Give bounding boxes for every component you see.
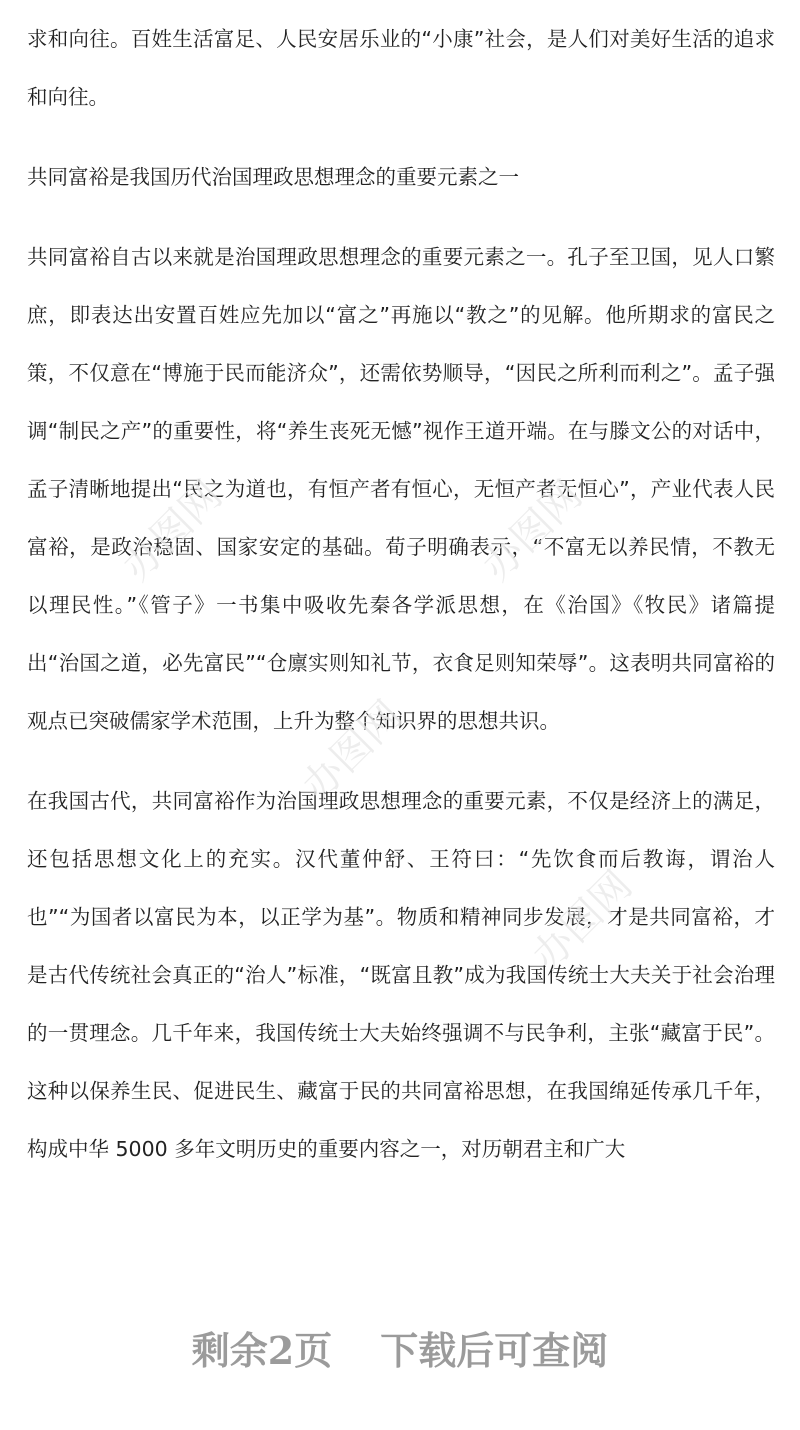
watermark-2: 办图网 bbox=[473, 472, 592, 590]
document-body bbox=[27, 10, 775, 1178]
paragraph-intro: 求和向往。百姓生活富足、人民安居乐业的“小康”社会，是人们对美好生活的追求和向往。 bbox=[27, 27, 775, 109]
paragraph-ancient: 在我国古代，共同富裕作为治国理政思想理念的重要元素，不仅是经济上的满足，还包括思想文化上的充实。汉代董仲舒、王符曰：“先饮食而后教诲，谓治人也”“为国者以富民为本，以正学为基”。物质和精神同步发展，才是共同富裕，才是古代传统社会真正的“治人”标准，“既富且教”成为我国传统士大夫关于社会治理的一贯理念。几千年来，我国传统士大夫始终强调不与民争利，主张“藏富于民”。这种以保养生民、促进民生、藏富于民的共同富裕思想，在我国绵延传承几千年，构成中华 5000 多年文明历史的重要内容之一，对历朝君主和广大 bbox=[27, 789, 775, 1161]
watermark-3: 办图网 bbox=[293, 692, 412, 810]
watermark-1: 办图网 bbox=[113, 472, 232, 590]
remaining-pages-label: 剩余2页 bbox=[191, 1328, 333, 1373]
download-prompt[interactable] bbox=[0, 1320, 800, 1375]
paragraph-history: 共同富裕自古以来就是治国理政思想理念的重要元素之一。孔子至卫国，见人口繁庶，即表达出安置百姓应先加以“富之”再施以“教之”的见解。他所期求的富民之策，不仅意在“博施于民而能济众”，还需依势顺导，“因民之所利而利之”。孟子强调“制民之产”的重要性，将“养生丧死无憾”视作王道开端。在与滕文公的对话中，孟子清晰地提出“民之为道也，有恒产者有恒心，无恒产者无恒心”，产业代表人民富裕，是政治稳固、国家安定的基础。荀子明确表示，“不富无以养民情，不教无以理民性。”《管子》一书集中吸收先秦各学派思想，在《治国》《牧民》诸篇提出“治国之道，必先富民”“仓廪实则知礼节，衣食足则知荣辱”。这表明共同富裕的观点已突破儒家学术范围，上升为整个知识界的思想共识。 bbox=[27, 245, 775, 733]
watermark-4: 办图网 bbox=[523, 862, 642, 980]
section-heading: 共同富裕是我国历代治国理政思想理念的重要元素之一 bbox=[27, 165, 519, 189]
download-to-view-label[interactable]: 下载后可查阅 bbox=[380, 1328, 609, 1373]
